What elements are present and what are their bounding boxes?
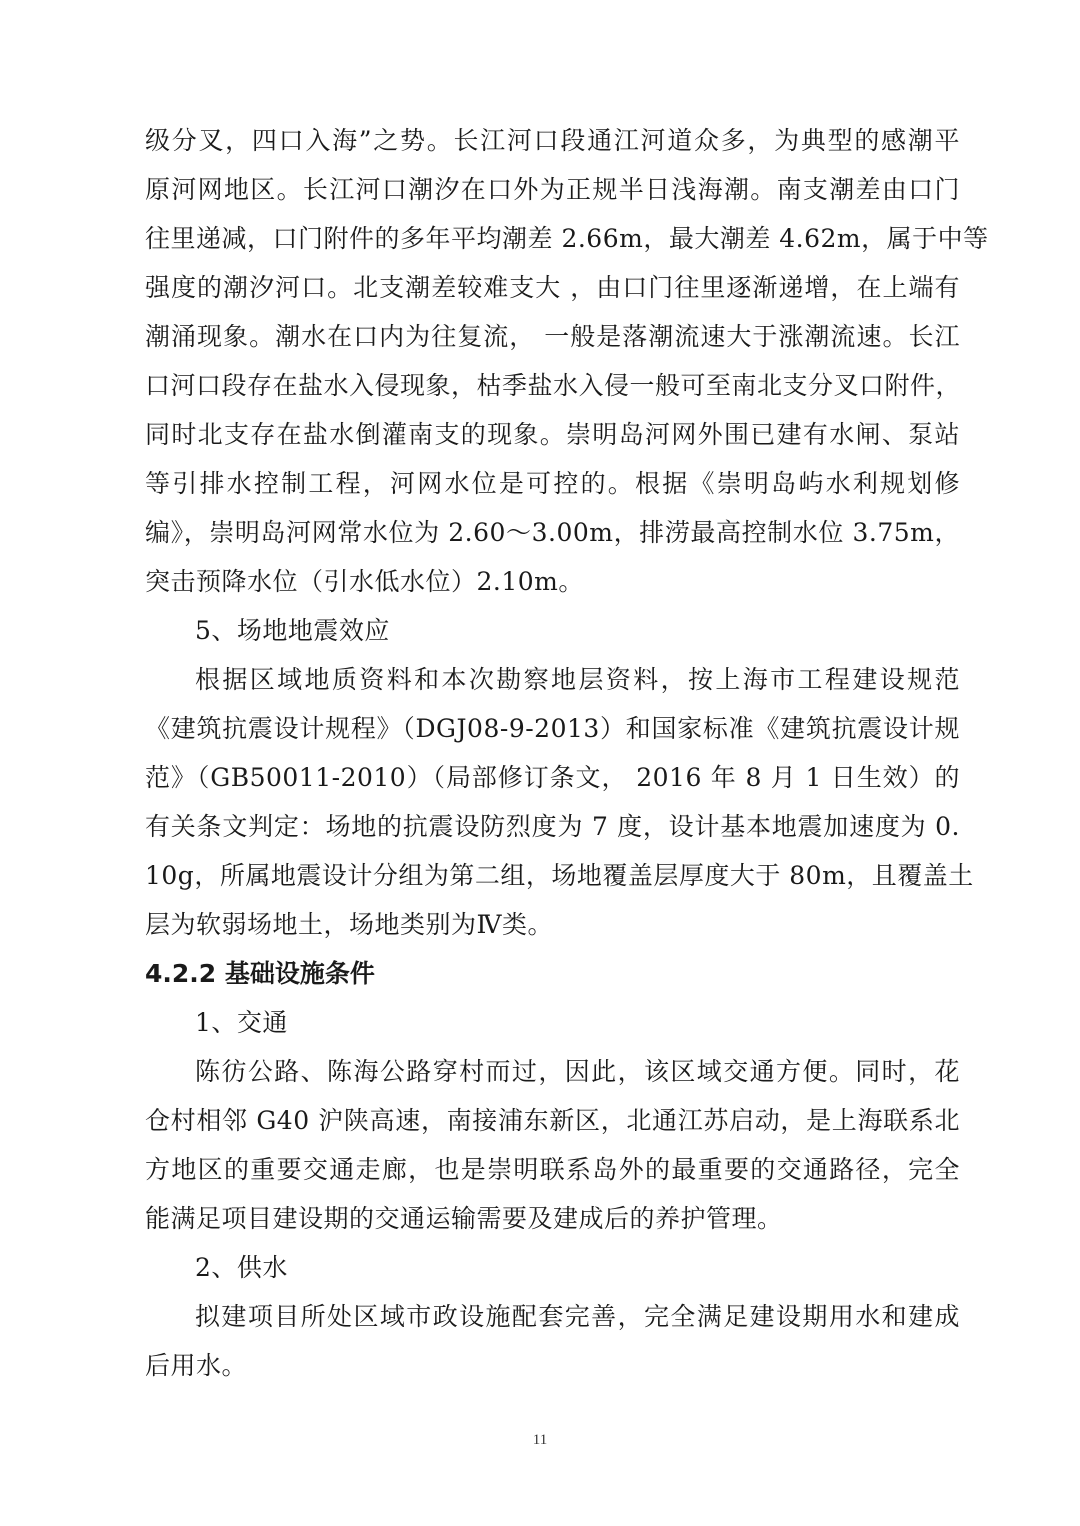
body-text-line: 后用水。 <box>145 1351 248 1380</box>
body-text-line: 拟建项目所处区域市政设施配套完善，完全满足建设期用水和建成 <box>195 1302 960 1331</box>
body-text-line: 同时北支存在盐水倒灌南支的现象。崇明岛河网外围已建有水闸、泵站 <box>145 420 960 449</box>
body-text-line: 10g，所属地震设计分组为第二组，场地覆盖层厚度大于 80m，且覆盖土 <box>145 861 974 890</box>
body-text-line: 能满足项目建设期的交通运输需要及建成后的养护管理。 <box>145 1204 783 1233</box>
document-body <box>145 116 989 1390</box>
body-text-line: 陈彷公路、陈海公路穿村而过，因此，该区域交通方便。同时，花 <box>195 1057 960 1086</box>
body-text-line: 层为软弱场地土，场地类别为Ⅳ类。 <box>145 910 553 939</box>
subsection-title: 5、场地地震效应 <box>195 616 390 645</box>
section-heading: 4.2.2 基础设施条件 <box>145 959 375 988</box>
body-text-line: 级分叉，四口入海”之势。长江河口段通江河道众多，为典型的感潮平 <box>145 126 960 155</box>
body-text-line: 《建筑抗震设计规程》（DGJ08-9-2013）和国家标准《建筑抗震设计规 <box>145 714 960 743</box>
body-text-line: 根据区域地质资料和本次勘察地层资料，按上海市工程建设规范 <box>195 665 960 694</box>
body-text-line: 口河口段存在盐水入侵现象，枯季盐水入侵一般可至南北支分叉口附件， <box>145 371 962 400</box>
body-text-line: 有关条文判定：场地的抗震设防烈度为 7 度，设计基本地震加速度为 0. <box>145 812 960 841</box>
subsection-title: 1、交通 <box>195 1008 288 1037</box>
body-text-line: 范》（GB50011-2010）（局部修订条文， 2016 年 8 月 1 日生效）的 <box>145 763 960 792</box>
subsection-title: 2、供水 <box>195 1253 288 1282</box>
body-text-line: 仓村相邻 G40 沪陕高速，南接浦东新区，北通江苏启动，是上海联系北 <box>145 1106 960 1135</box>
body-text-line: 往里递减，口门附件的多年平均潮差 2.66m，最大潮差 4.62m，属于中等 <box>145 224 989 253</box>
body-text-line: 潮涌现象。潮水在口内为往复流， 一般是落潮流速大于涨潮流速。长江 <box>145 322 960 351</box>
body-text-line: 编》，崇明岛河网常水位为 2.60～3.00m，排涝最高控制水位 3.75m， <box>145 518 960 547</box>
body-text-line: 强度的潮汐河口。北支潮差较难支大 ，由口门往里逐渐递增，在上端有 <box>145 273 960 302</box>
body-text-line: 突击预降水位（引水低水位）2.10m。 <box>145 567 584 596</box>
body-text-line: 方地区的重要交通走廊，也是崇明联系岛外的最重要的交通路径，完全 <box>145 1155 960 1184</box>
page-number: 11 <box>532 1432 548 1448</box>
body-text-line: 等引排水控制工程，河网水位是可控的。根据《崇明岛屿水利规划修 <box>145 469 960 498</box>
body-text-line: 原河网地区。长江河口潮汐在口外为正规半日浅海潮。南支潮差由口门 <box>145 175 960 204</box>
